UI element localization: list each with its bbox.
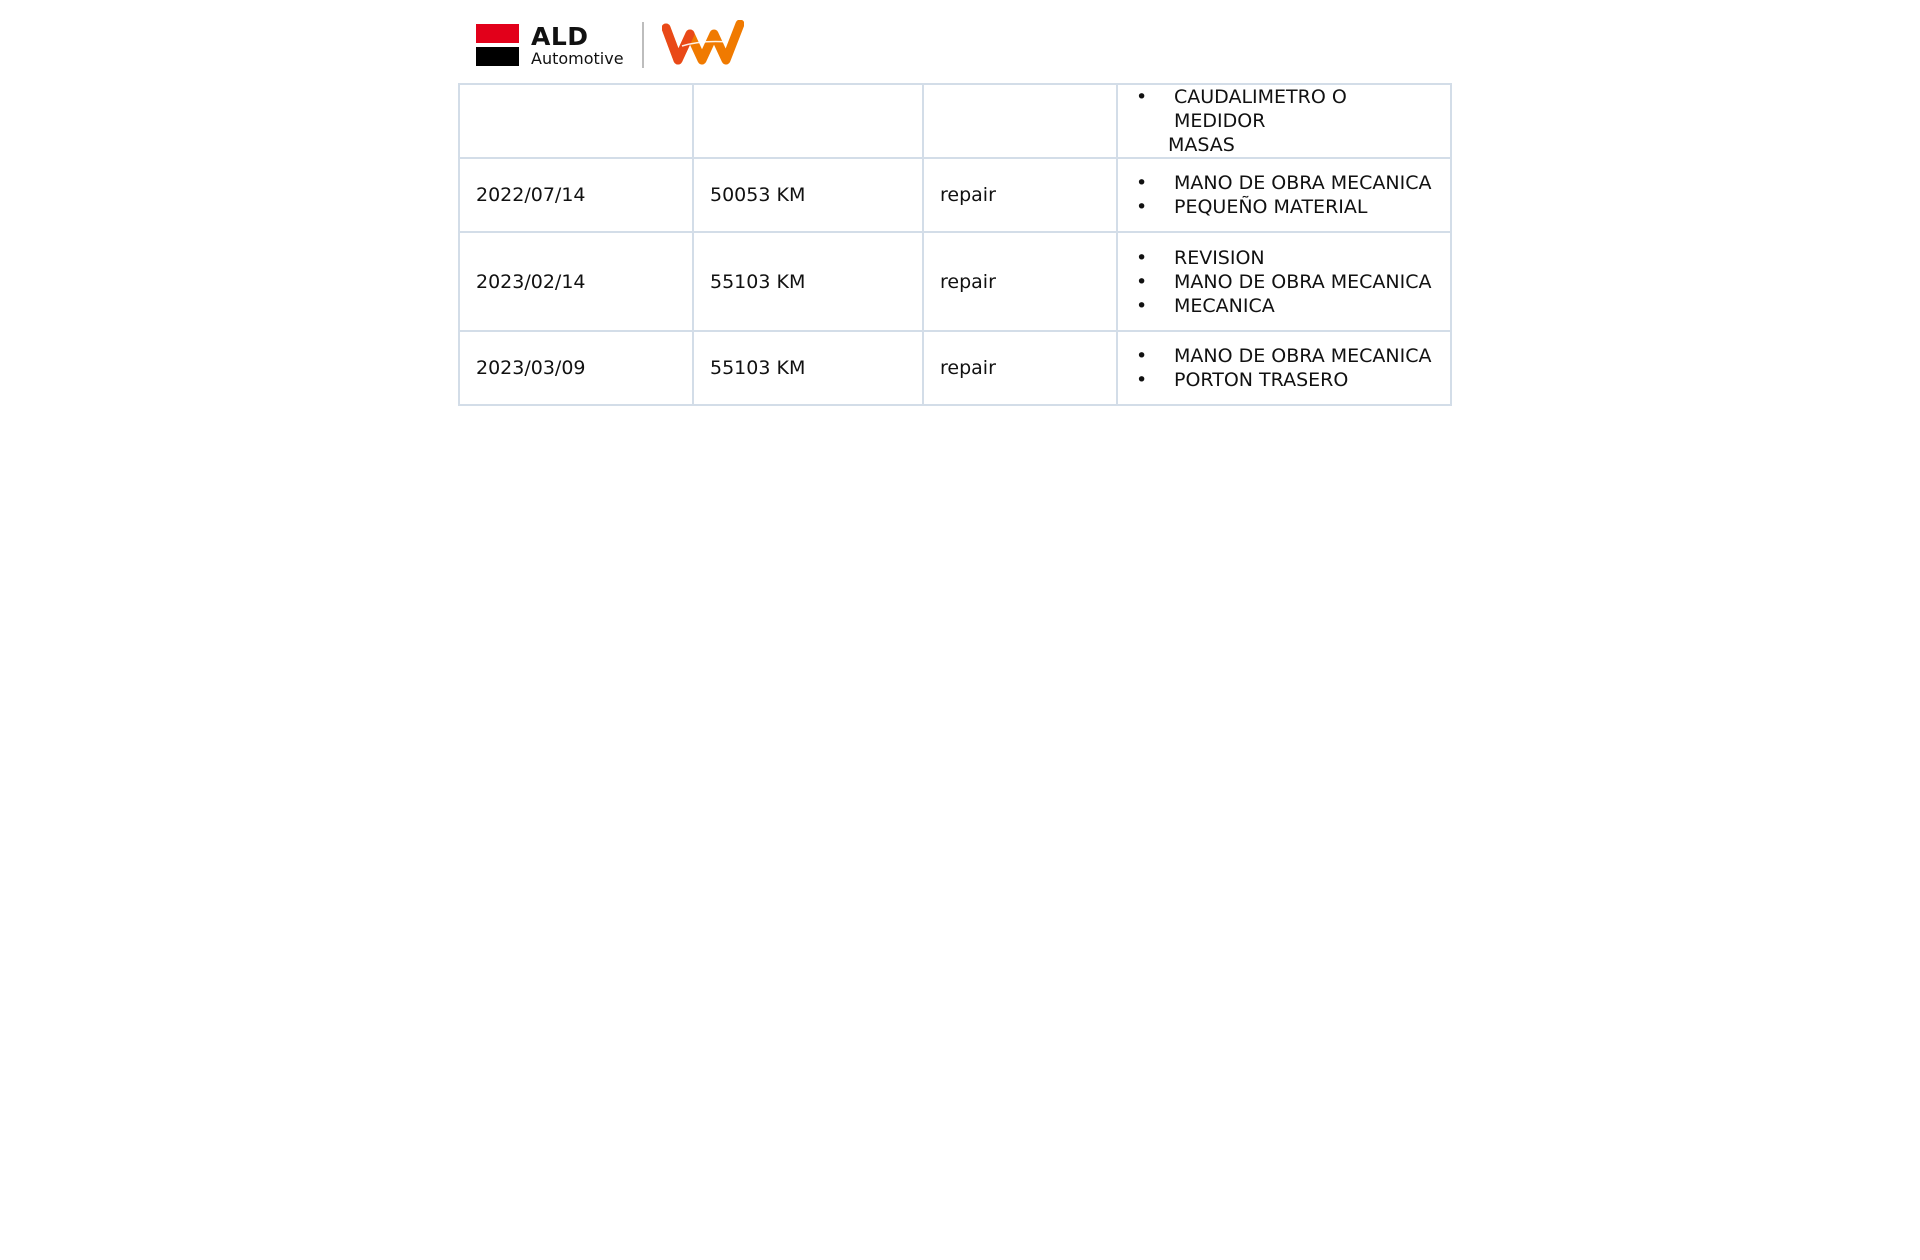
date-cell: 2023/03/09 <box>459 331 693 405</box>
type-cell: repair <box>923 331 1117 405</box>
items-list <box>1134 85 1440 157</box>
document-header <box>476 18 744 72</box>
logo-divider <box>642 22 644 68</box>
items-cell <box>1117 158 1451 232</box>
list-item: • PORTON TRASERO <box>1134 368 1440 392</box>
date-cell <box>459 84 693 158</box>
list-item <box>1134 85 1440 157</box>
date-cell: 2022/07/14 <box>459 158 693 232</box>
type-cell: repair <box>923 232 1117 331</box>
mileage-cell: 55103 KM <box>693 331 923 405</box>
table-row <box>459 158 1451 232</box>
list-item: • MANO DE OBRA MECANICA <box>1134 171 1440 195</box>
table-row <box>459 84 1451 158</box>
mileage-cell <box>693 84 923 158</box>
brand-wordmark <box>531 21 624 68</box>
brand-name: ALD <box>531 21 589 51</box>
items-cell <box>1117 331 1451 405</box>
list-item: • PEQUEÑO MATERIAL <box>1134 195 1440 219</box>
items-cell <box>1117 232 1451 331</box>
items-list <box>1134 171 1440 219</box>
table-row <box>459 232 1451 331</box>
type-cell: repair <box>923 158 1117 232</box>
leaseplan-logo-icon <box>662 20 744 70</box>
list-item: • MANO DE OBRA MECANICA <box>1134 344 1440 368</box>
items-cell <box>1117 84 1451 158</box>
maintenance-history-table <box>458 83 1452 406</box>
list-item: • MECANICA <box>1134 294 1440 318</box>
societe-generale-mark-icon <box>476 24 519 66</box>
brand-subtitle: Automotive <box>531 48 624 68</box>
type-cell <box>923 84 1117 158</box>
ald-automotive-logo <box>476 21 624 68</box>
mileage-cell: 50053 KM <box>693 158 923 232</box>
items-list <box>1134 344 1440 392</box>
items-list <box>1134 246 1440 318</box>
list-item: • REVISION <box>1134 246 1440 270</box>
item-text: CAUDALIMETRO O MEDIDOR <box>1174 86 1347 132</box>
table-row <box>459 331 1451 405</box>
mileage-cell: 55103 KM <box>693 232 923 331</box>
list-item: • MANO DE OBRA MECANICA <box>1134 270 1440 294</box>
item-text-continued: MASAS <box>1168 134 1235 156</box>
date-cell: 2023/02/14 <box>459 232 693 331</box>
